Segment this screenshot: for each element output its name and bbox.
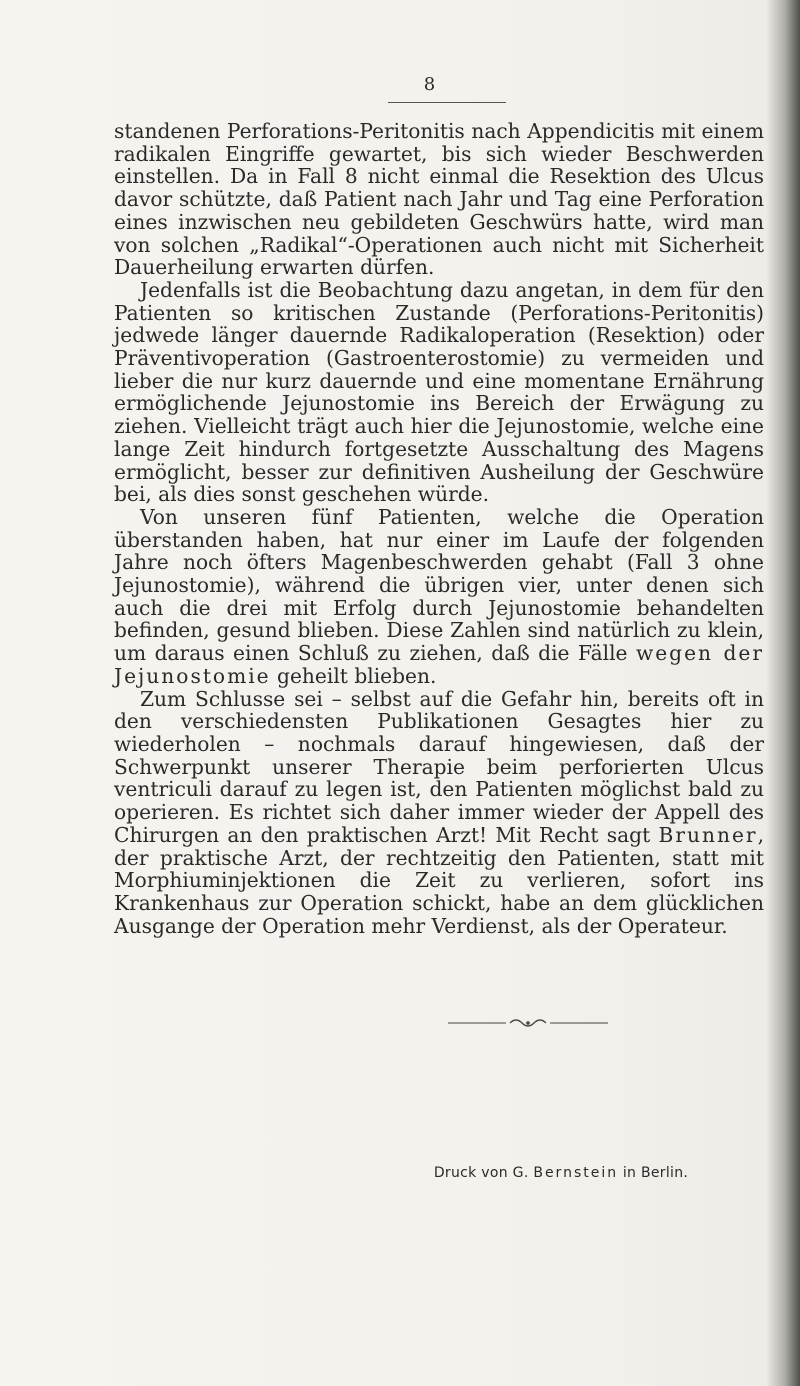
author-name: Brunner bbox=[658, 822, 758, 847]
body-text bbox=[114, 120, 764, 937]
footer-printer: Bernstein bbox=[533, 1165, 619, 1181]
paragraph-2: Jedenfalls ist die Beobachtung dazu angetan, in dem für den Patienten so kritischen Zustande (Perforations-Peritonitis) jedwede länger dauernde Radikaloperation (Resektion) oder Präventivoperation (Gastroenterostomie) zu vermeiden und lieber die nur kurz dauernde und eine momentane Ernährung ermöglichende Jejunostomie ins Bereich der Erwägung zu ziehen. Vielleicht trägt auch hier die Jejunostomie, welche eine lange Zeit hindurch fortgesetzte Ausschaltung des Magens ermöglicht, besser zur definitiven Ausheilung der Geschwüre bei, als dies sonst geschehen würde. bbox=[114, 277, 764, 507]
page-number: 8 bbox=[423, 74, 437, 95]
section-ornament bbox=[448, 1016, 608, 1030]
header-rule bbox=[388, 102, 506, 103]
paragraph-1: standenen Perforations-Peritonitis nach Appendicitis mit einem radikalen Eingriffe gewartet, bis sich wieder Beschwerden einstellen. Da in Fall 8 nicht einmal die Resektion des Ulcus davor schützte, daß Patient nach Jahr und Tag eine Perforation eines inzwischen neu gebildeten Geschwürs hatte, wird man von solchen „Radikal“-Operationen auch nicht mit Sicherheit Dauerheilung erwarten dürfen. bbox=[114, 119, 764, 280]
paragraph-3 bbox=[114, 506, 764, 688]
paragraph-4-tail: der praktische Arzt, der rechtzeitig den Patienten, statt mit Morphiuminjektionen die Zeit zu verlieren, sofort ins Krankenhaus zur Operation schickt, habe an dem glücklichen Ausgange der Operation mehr Verdienst, als der Operateur. bbox=[114, 845, 764, 938]
footer-suffix: in Berlin. bbox=[618, 1165, 689, 1181]
spaced-emphasis: wegen der Jejunostomie bbox=[114, 641, 764, 688]
paragraph-3-tail: geheilt blieben. bbox=[270, 663, 437, 688]
paragraph-4-text: Zum Schlusse sei – selbst auf die Gefahr hin, bereits oft in den verschiedensten Publikationen Gesagtes hier zu wiederholen – nochmals darauf hingewiesen, daß der Schwerpunkt unserer Therapie beim perforierten Ulcus ventriculi darauf zu legen ist, den Patienten möglichst bald zu operieren. Es richtet sich daher immer wieder der Appell des Chirurgen an den praktischen Arzt! Mit Recht sagt bbox=[114, 686, 764, 847]
printer-footer bbox=[0, 1165, 800, 1181]
footer-prefix: Druck von G. bbox=[433, 1165, 534, 1181]
paragraph-4: Zum Schlusse sei – selbst auf die Gefahr hin, bereits oft in den verschiedensten Publikationen Gesagtes hier zu wiederholen – nochmals darauf hingewiesen, daß der Schwerpunkt unserer Therapie beim perforierten Ulcus ventriculi darauf zu legen ist, den Patienten möglichst bald zu operieren. Es richtet sich daher immer wieder der Appell des Chirurgen an den praktischen Arzt! Mit Recht sagt Brunner, der praktische Arzt, der rechtzeitig den Patienten, statt mit Morphiuminjektionen die Zeit zu verlieren, sofort ins Krankenhaus zur Operation schickt, habe an dem glücklichen Ausgange der Operation mehr Verdienst, als der Operateur. bbox=[114, 686, 765, 938]
paragraph-3-text: Von unseren fünf Patienten, welche die Operation überstanden haben, hat nur einer im Laufe der folgenden Jahre noch öfters Magenbeschwerden gehabt (Fall 3 ohne Jejunostomie), während die übrigen vier, unter denen sich auch die drei mit Erfolg durch Jejunostomie behandelten befinden, gesund blieben. Diese Zahlen sind natürlich zu klein, um daraus einen Schluß zu ziehen, daß die Fälle bbox=[114, 504, 764, 666]
